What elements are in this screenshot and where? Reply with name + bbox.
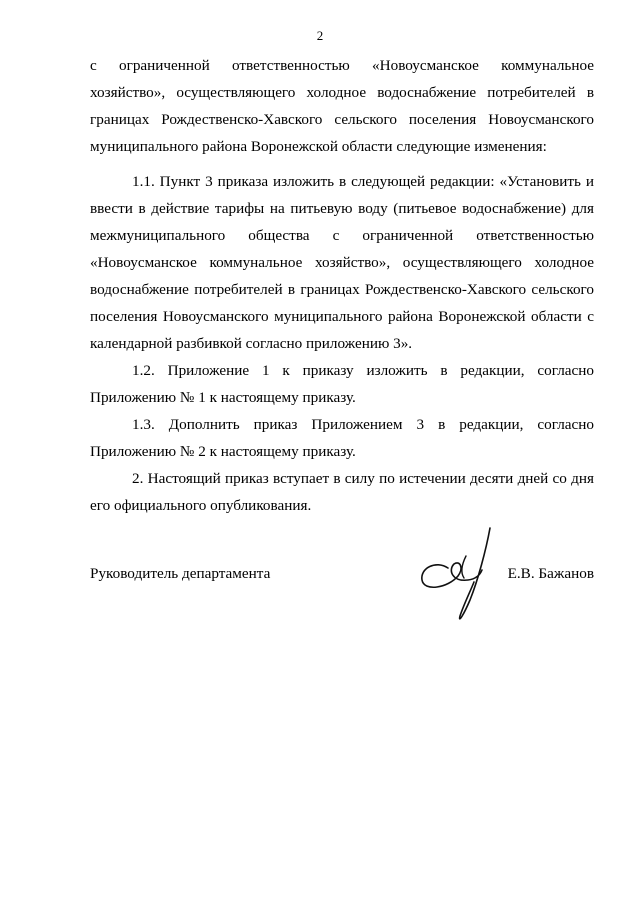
paragraph-item-1-2: 1.2. Приложение 1 к приказу изложить в редакции, согласно Приложению № 1 к настоящему приказу. <box>90 362 594 406</box>
document-body <box>90 52 594 519</box>
signature-block <box>90 520 594 630</box>
paragraph-item-1-3: 1.3. Дополнить приказ Приложением 3 в редакции, согласно Приложению № 2 к настоящему приказу. <box>90 416 594 460</box>
handwritten-signature <box>408 520 503 630</box>
page-number: 2 <box>316 28 324 43</box>
paragraph-item-2: 2. Настоящий приказ вступает в силу по истечении десяти дней со дня его официального опубликования. <box>90 470 594 514</box>
signer-name: Е.В. Бажанов <box>507 565 594 582</box>
signer-position: Руководитель департамента <box>90 565 271 582</box>
paragraph-intro-continuation: с ограниченной ответственностью «Новоусманское коммунальное хозяйство», осуществляющего холодное водоснабжение потребителей в границах Рождественско-Хавского сельского поселения Новоусманского муниципального района Воронежской области следующие изменения: <box>90 57 594 155</box>
paragraph-item-1-1: 1.1. Пункт 3 приказа изложить в следующей редакции: «Установить и ввести в действие тарифы на питьевую воду (питьевое водоснабжение) для межмуниципального общества с ограниченной ответственностью «Новоусманское коммунальное хозяйство», осуществляющего холодное водоснабжение потребителей в границах Рождественско-Хавского сельского поселения Новоусманского муниципального района Воронежской области с календарной разбивкой согласно приложению 3». <box>90 173 594 352</box>
